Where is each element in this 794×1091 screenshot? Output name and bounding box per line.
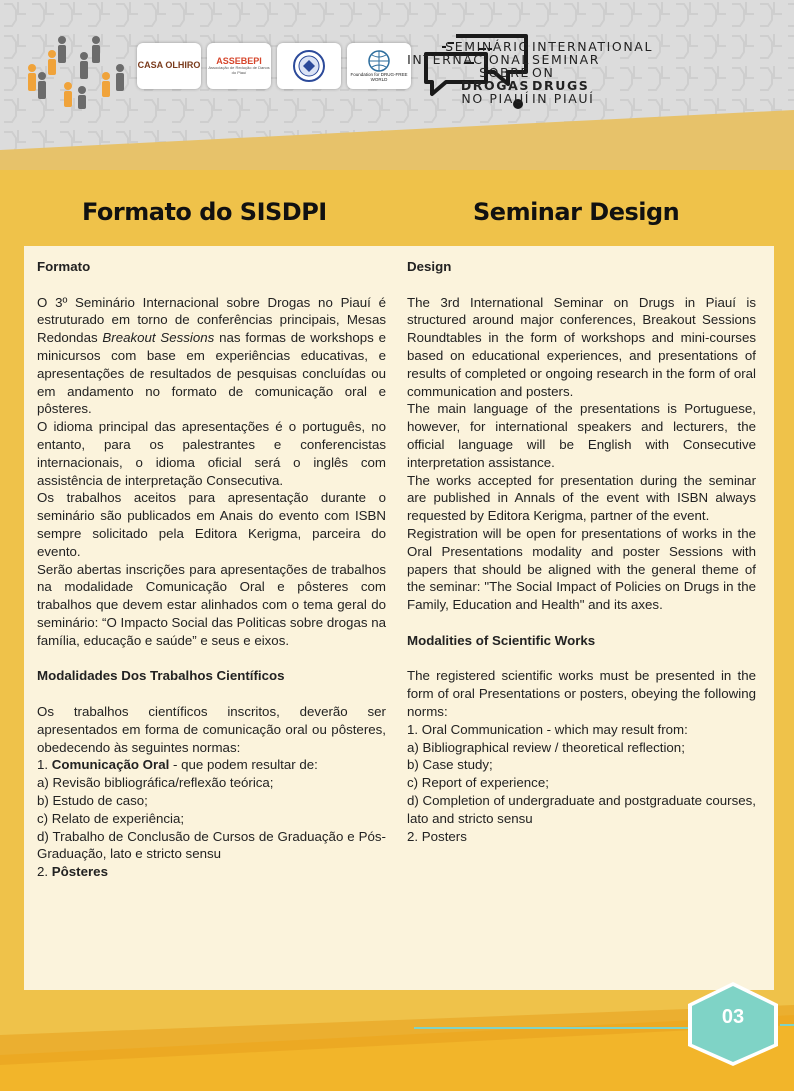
list-item: b) Case study; bbox=[407, 757, 493, 773]
section-title: Formato bbox=[37, 259, 91, 274]
seminar-title-portuguese bbox=[407, 40, 530, 105]
heading-portuguese: Formato do SISDPI bbox=[82, 198, 327, 226]
title-line: INTERNACIONAL bbox=[407, 52, 530, 67]
list-item: 1. Comunicação Oral - que podem resultar de: bbox=[37, 757, 318, 773]
title-line: IN PIAUÍ bbox=[532, 91, 595, 106]
list-item: d) Trabalho de Conclusão de Cursos de Graduação e Pós-Graduação, lato e stricto sensu bbox=[37, 828, 386, 862]
paragraph-registration: Serão abertas inscrições para apresentações de trabalhos na modalidade Comunicação Oral e pôsteres com trabalhos que devem estar alinhados com o tema geral do seminário: “O Impacto Social das Politicas sobre drogas na família, educação e saúde” e seus e eixos. bbox=[37, 561, 386, 648]
logo-text: Foundation for DRUG-FREE WORLD bbox=[350, 72, 408, 82]
title-line: SEMINÁRIO bbox=[445, 39, 530, 54]
paragraph-publication: Os trabalhos aceitos para apresentação durante o seminário são publicados em Anais do evento com ISBN sempre solicitado pela Editora Kerigma, parceira do evento. bbox=[37, 490, 386, 559]
people-icon bbox=[22, 32, 134, 112]
title-line: DRUGS bbox=[532, 78, 590, 93]
list-item: a) Revisão bibliográfica/reflexão teórica; bbox=[37, 775, 274, 791]
content-panel bbox=[24, 246, 774, 990]
title-line: INTERNATIONAL bbox=[532, 39, 654, 54]
paragraph-format: O 3º Seminário Internacional sobre Drogas no Piauí é estruturado em torno de conferências principais, Mesas Redondas Breakout Sessions nas formas de workshops e minicursos com base em experiências educativas, e apresentações de resultados de pesquisas concluídas ou em andamento no formato de comunicação oral e pôsteres. bbox=[37, 294, 386, 417]
list-item: 1. Oral Communication - which may result from: bbox=[407, 721, 688, 737]
emblem-logo bbox=[277, 43, 341, 89]
modalities-title: Modalities of Scientific Works bbox=[407, 632, 596, 648]
header-gold-band bbox=[0, 110, 794, 170]
casa-olhiro-logo bbox=[137, 43, 201, 89]
list-item: b) Estudo de caso; bbox=[37, 792, 148, 808]
list-item: d) Completion of undergraduate and postgraduate courses, lato and stricto sensu bbox=[407, 792, 756, 826]
logo-text: ASSEBEPI bbox=[216, 55, 262, 66]
section-title: Design bbox=[407, 259, 452, 274]
page-number: 03 bbox=[721, 1006, 745, 1028]
list-item: 2. Posters bbox=[407, 828, 467, 844]
paragraph-publication: The works accepted for presentation during the seminar are published in Annals of the event with ISBN always requested by Editora Kerigma, partner of the event. bbox=[407, 472, 756, 524]
paragraph-norms: Os trabalhos científicos inscritos, deverão ser apresentados em forma de comunicação oral ou pôsteres, obedecendo às seguintes normas: bbox=[37, 703, 386, 755]
emblem-icon bbox=[292, 49, 326, 83]
list-item: 2. Pôsteres bbox=[37, 864, 108, 880]
portuguese-column bbox=[37, 258, 386, 881]
paragraph-norms: The registered scientific works must be presented in the form of oral Presentations or posters, obeying the following norms: bbox=[407, 668, 756, 719]
assebepi-logo bbox=[207, 43, 271, 89]
title-line: DROGAS bbox=[460, 78, 530, 93]
globe-icon bbox=[366, 49, 392, 73]
paragraph-language: The main language of the presentations is Portuguese, however, for international speakers and lecturers, the official language will be English with Consecutive interpretation assistance. bbox=[407, 401, 756, 470]
title-line: ON bbox=[532, 65, 555, 80]
list-item: c) Relato de experiência; bbox=[37, 810, 185, 826]
list-item: a) Bibliographical review / theoretical reflection; bbox=[407, 739, 685, 755]
logo-text: CASA OLHIRO bbox=[137, 60, 201, 71]
logo-subtext: Associação de Redução de Danos do Piauí bbox=[208, 65, 270, 75]
modalities-title: Modalidades Dos Trabalhos Científicos bbox=[37, 668, 285, 684]
foundation-logo bbox=[347, 43, 411, 89]
title-line: SEMINAR bbox=[532, 52, 601, 67]
paragraph-registration: Registration will be open for presentations of works in the Oral Presentations modality and poster Sessions with papers that should be aligned with the general theme of the seminar: "The Social Impact of Policies on Drugs in the Family, Education and Health" and its axes. bbox=[407, 525, 756, 613]
paragraph-format: The 3rd International Seminar on Drugs in Piauí is structured around major conferences, Breakout Sessions Roundtables in the form of workshops and mini-courses based on educational experiences, and presentations of results of completed or ongoing research in the form of oral communication and posters. bbox=[407, 294, 756, 399]
english-column bbox=[407, 258, 756, 845]
page-header bbox=[0, 0, 794, 170]
seminar-title-english bbox=[532, 40, 653, 105]
paragraph-language: O idioma principal das apresentações é o português, no entanto, para os palestrantes e conferencistas internacionais, o idioma oficial será o inglês com assistência de interpretação Consecutiva. bbox=[37, 419, 386, 488]
title-line: SOBRE bbox=[479, 65, 530, 80]
title-line: NO PIAUÍ bbox=[461, 91, 530, 106]
footer-decoration bbox=[0, 985, 794, 1091]
heading-english: Seminar Design bbox=[473, 198, 680, 226]
list-item: c) Report of experience; bbox=[407, 775, 549, 791]
